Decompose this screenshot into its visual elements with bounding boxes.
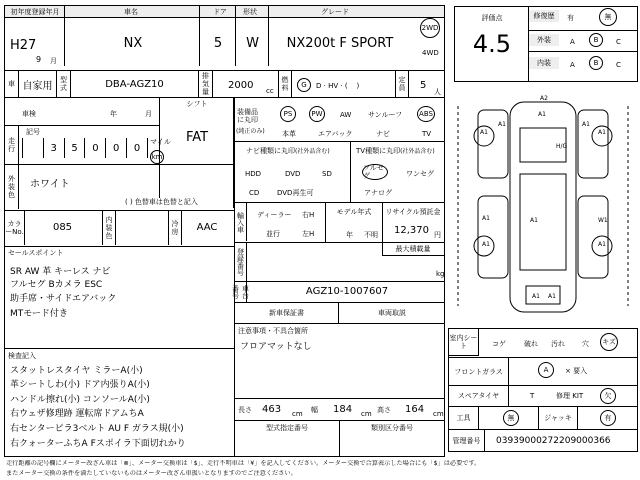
diag-a1-rear-right: A1 xyxy=(548,293,556,300)
fuel-gas: G xyxy=(297,78,311,92)
left-hand: 左H xyxy=(302,230,315,238)
diag-a1-right-a: A1 xyxy=(582,121,590,128)
month-label: 月 xyxy=(145,110,152,118)
capacity: 5 xyxy=(420,80,427,91)
navi-dvd-playback: DVD再生可 xyxy=(277,189,314,197)
odo-digit: 3 xyxy=(43,138,64,158)
model-year-label: モデル年式 xyxy=(336,208,372,216)
navi-hdd: HDD xyxy=(245,170,262,178)
length-cm: cm xyxy=(292,410,303,418)
warranty-doc: 新車保証書 xyxy=(235,303,339,323)
max-load-label: 最大積載量 xyxy=(395,245,431,253)
width-label: 幅 xyxy=(311,406,318,414)
ac-label: 冷房 xyxy=(168,211,182,245)
tv-fullseg: フルセグ xyxy=(362,164,388,180)
diag-a1-right-c: A1 xyxy=(598,241,606,248)
notes-label: 注意事項・不具合箇所 xyxy=(238,327,308,335)
import-label: 輸入車 xyxy=(235,203,247,241)
inspection-line: 革シートしわ(小) ドア内張りA(小) xyxy=(10,380,150,390)
mile-unit: マイル xyxy=(150,138,171,146)
manage-no: 03939000272209000366 xyxy=(496,436,611,446)
ext-grade-b: B xyxy=(589,33,603,47)
shift-value: FAT xyxy=(185,130,209,145)
recycle-amount: 12,370 xyxy=(394,225,429,236)
navi-dvd: DVD xyxy=(285,170,301,178)
doors: 5 xyxy=(213,36,223,51)
ac-value: AAC xyxy=(196,222,218,233)
jack-label: ジャッキ xyxy=(538,407,578,429)
chassis-label: 車台番号 xyxy=(235,282,247,302)
front-glass-label: フロントガラス xyxy=(449,358,509,385)
tools-label: 工具 xyxy=(449,407,479,429)
score-label: 評価点 xyxy=(481,14,503,22)
inspection-line: 右ウェザ修理跡 運転席ドアムちA xyxy=(10,409,144,419)
capacity-label: 定員 xyxy=(395,71,409,97)
jack-yes: 有 xyxy=(600,410,616,426)
navi-sd: SD xyxy=(322,170,332,178)
diag-a2: A2 xyxy=(540,95,548,102)
car-use-label: 車 xyxy=(5,71,19,97)
inspection-line: ハンドル擦れ(小) コンソールA(小) xyxy=(10,395,150,405)
diag-a1-front-left: A1 xyxy=(480,129,488,136)
diag-a1-left-a: A1 xyxy=(498,121,506,128)
color-no-label: カラーNo. xyxy=(5,211,25,245)
sale-points-label: セールスポイント xyxy=(8,249,64,257)
dealer: ディーラー xyxy=(257,211,292,219)
seat-scratch: キズ xyxy=(600,333,618,351)
month-unit: 月 xyxy=(50,57,57,65)
reg-month: 9 xyxy=(36,55,42,64)
odo-digit: 5 xyxy=(64,138,85,158)
model-code: DBA-AGZ10 xyxy=(71,71,199,97)
seat-tear: 破れ xyxy=(524,340,538,348)
sale-point-line: MTモード付き xyxy=(10,309,68,319)
chassis-number: AGZ10-1007607 xyxy=(305,286,389,297)
door-label: ドア xyxy=(213,8,227,16)
spare-tire-label: スペアタイヤ xyxy=(449,386,509,406)
interior-grade-label: 内装 xyxy=(529,57,559,69)
mileage-note: 記号 xyxy=(26,128,40,136)
width: 184 xyxy=(333,404,353,415)
navi-cd: CD xyxy=(249,189,260,197)
diag-a1-rear: A1 xyxy=(532,293,540,300)
odo-digit: 0 xyxy=(84,138,105,158)
equip-airbag: エアバック xyxy=(318,130,353,138)
equip-abs: ABS xyxy=(417,106,435,122)
sale-point-line: 助手席・サイドエアバック xyxy=(10,294,117,304)
persons-unit: 人 xyxy=(434,88,441,96)
shape: W xyxy=(246,36,259,51)
sale-point-line: フルセグ Bカメラ ESC xyxy=(10,280,103,290)
color-label: 外装色 xyxy=(5,165,19,209)
odo-digit: 0 xyxy=(105,138,126,158)
reg-year-label: 初年度登録年月 xyxy=(10,8,60,16)
odo-digit: 0 xyxy=(126,138,148,158)
grade-label: グレード xyxy=(321,8,349,16)
footer-note-2: またメーター交換の条件を満たしていないものはメーター改ざん車扱いとなりますのでご注意ください。 xyxy=(6,470,297,477)
length: 463 xyxy=(262,404,282,415)
drive-4wd: 4WD xyxy=(422,49,439,57)
score-value: 4.5 xyxy=(472,30,512,58)
diag-a1-left-b: A1 xyxy=(482,215,490,222)
sale-point-line: SR AW 革 キーレス ナビ xyxy=(10,267,111,277)
seat-burn: コゲ xyxy=(492,340,506,348)
repair-label: 修復歴 xyxy=(529,10,559,22)
tv-type-label: TV種類に丸印(社外品含む) xyxy=(356,147,435,155)
displacement-label: 排気量 xyxy=(199,71,213,97)
fuel-hv: HV xyxy=(328,82,339,90)
exterior-color: ホワイト xyxy=(30,179,70,190)
spare-kit: 修理 KIT xyxy=(556,392,584,400)
inspection-line: 右センターピラ3ベルト AU F ガラス規(小) xyxy=(10,424,184,434)
equip-leather: 本革 xyxy=(282,130,296,138)
equip-tv: TV xyxy=(422,130,432,138)
ext-grade-a: A xyxy=(570,38,575,46)
shape-label: 形状 xyxy=(243,8,257,16)
seat-hole: 穴 xyxy=(582,340,589,348)
right-hand: 右H xyxy=(302,211,315,219)
equipment-label: 装備品に丸印 xyxy=(237,108,258,124)
inspection-notes-label: 検査記入 xyxy=(8,352,36,360)
repair-yes: 有 xyxy=(567,14,574,22)
diag-a1-mid: A1 xyxy=(530,217,538,224)
equipment-sub: (純正のみ) xyxy=(236,128,265,135)
inspection-line: スタットレスタイヤ ミラーA(小) xyxy=(10,366,143,376)
spare-t: T xyxy=(530,392,535,400)
fuel-paren-close: ) xyxy=(356,82,360,90)
navi-label: ナビ種類に丸印(社外品含む) xyxy=(246,147,330,155)
repair-no: 無 xyxy=(599,8,617,26)
car-name: NX xyxy=(123,36,143,51)
model-year-unknown: 不明 xyxy=(364,231,378,239)
year-unit: 年 xyxy=(110,110,117,118)
tools-none: 無 xyxy=(503,410,519,426)
displacement: 2000 xyxy=(228,80,254,91)
manage-no-label: 管理番号 xyxy=(449,430,485,451)
footer-note-1: 走行距離の記号欄にメーター改ざん車は「⊗」、メーター交換車は「$」、走行不明車は「¥」を記入してください。メーター交換で合算表示した場合にも「$」は必要です。 xyxy=(6,460,481,467)
diag-w1: W1 xyxy=(598,217,608,224)
fuel-paren-open: ( xyxy=(344,82,348,90)
tv-oneseg: ワンセグ xyxy=(406,170,434,178)
model-year-unit: 年 xyxy=(346,231,353,239)
inspection-line: 右クォーターふちA Fスポイラ下面切れかり xyxy=(10,439,186,449)
shift-label: シフト xyxy=(186,100,208,108)
diag-a1-hood: A1 xyxy=(538,111,546,118)
fuel-diesel: D xyxy=(316,82,322,90)
spare-missing: 欠 xyxy=(600,388,616,404)
tv-analog: アナログ xyxy=(364,189,392,197)
color-note: ( ) 色替車は色替と記入 xyxy=(125,198,198,206)
int-grade-b: B xyxy=(589,56,603,70)
seat-dirt: 汚れ xyxy=(551,340,565,348)
interior-color-label: 内装色 xyxy=(102,211,116,245)
interior-seat-label: 室内シート xyxy=(449,329,479,356)
diag-hg: H/G xyxy=(556,143,568,150)
mileage-label: 走行 xyxy=(5,126,19,164)
private-use: 自家用 xyxy=(19,71,57,97)
front-glass-a: A xyxy=(538,362,554,378)
car-name-label: 車名 xyxy=(124,8,138,16)
drive-2wd: 2WD xyxy=(420,18,440,38)
type-cert-label: 型式指定番号 xyxy=(266,424,308,432)
yen-unit: 円 xyxy=(434,231,441,239)
height: 164 xyxy=(405,404,425,415)
length-label: 長さ xyxy=(238,406,252,414)
color-no: 085 xyxy=(52,222,73,233)
parallel: 並行 xyxy=(266,230,280,238)
equip-pw: PW xyxy=(309,106,325,122)
registration-label: 登録番号 xyxy=(235,243,247,281)
fuel-label: 燃料 xyxy=(278,71,292,97)
cc-unit: cc xyxy=(266,87,274,95)
height-cm: cm xyxy=(433,410,444,418)
diag-a1-left-c: A1 xyxy=(482,241,490,248)
int-grade-c: C xyxy=(616,61,621,69)
equip-aw: AW xyxy=(340,111,352,119)
model-label: 型式 xyxy=(57,71,71,97)
notes-value: フロアマットなし xyxy=(240,342,312,352)
equip-navi: ナビ xyxy=(376,130,390,138)
equip-sunroof: サンルーフ xyxy=(368,111,403,119)
equip-ps: PS xyxy=(280,106,296,122)
exterior-grade-label: 外装 xyxy=(529,34,559,46)
int-grade-a: A xyxy=(570,61,575,69)
odo-digit xyxy=(22,138,43,158)
grade: NX200t F SPORT xyxy=(286,36,394,51)
recycle-label: リサイクル預託金 xyxy=(385,208,441,216)
inspection-label: 車検 xyxy=(22,110,36,118)
front-glass-replace: × 要入 xyxy=(565,367,588,375)
class-number-label: 類別区分番号 xyxy=(371,424,413,432)
width-cm: cm xyxy=(361,410,372,418)
km-unit: km xyxy=(150,150,164,164)
diag-a1-front-right: A1 xyxy=(598,129,606,136)
manual-doc: 車両取説 xyxy=(378,309,406,317)
ext-grade-c: C xyxy=(616,38,621,46)
reg-era: H27 xyxy=(10,38,37,53)
height-label: 高さ xyxy=(377,406,391,414)
damage-diagram xyxy=(448,86,638,326)
kg-unit: kg xyxy=(436,270,445,278)
